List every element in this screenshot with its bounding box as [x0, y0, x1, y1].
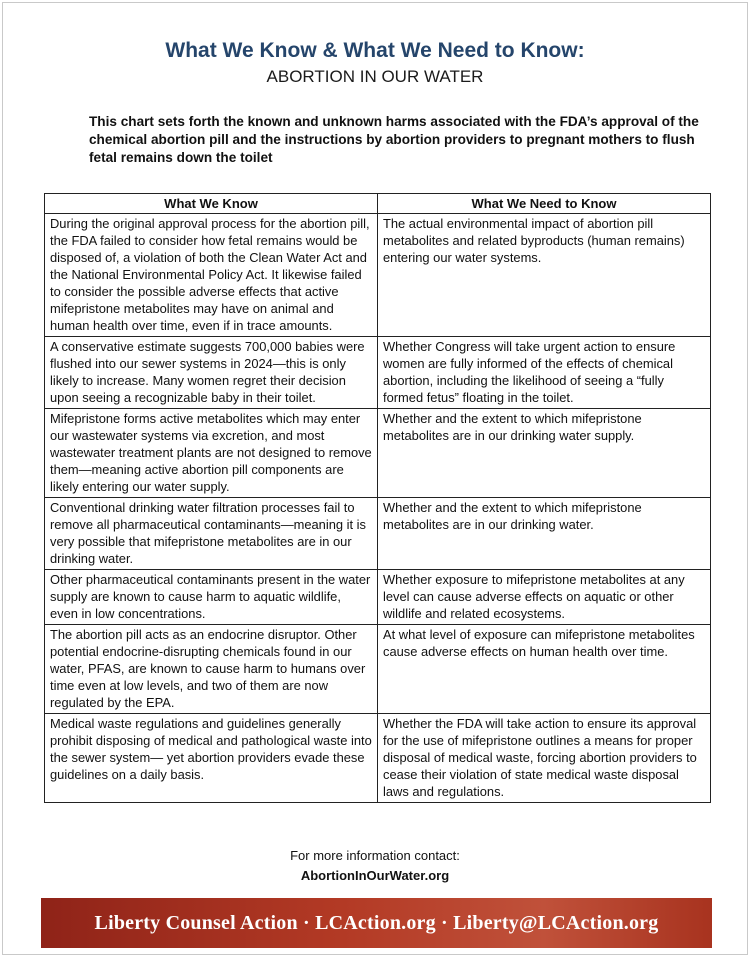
unknown-cell: Whether and the extent to which mifepristone metabolites are in our drinking water supply. — [378, 409, 711, 498]
unknown-cell: Whether Congress will take urgent action to ensure women are fully informed of the effects of chemical abortion, including the likelihood of seeing a “fully formed fetus” floating in the toilet. — [378, 337, 711, 409]
unknown-cell: The actual environmental impact of abortion pill metabolites and related byproducts (human remains) entering our water systems. — [378, 214, 711, 337]
known-cell: Conventional drinking water filtration processes fail to remove all pharmaceutical contaminants—meaning it is very possible that mifepristone metabolites are in our drinking water. — [45, 498, 378, 570]
known-cell: During the original approval process for the abortion pill, the FDA failed to consider how fetal remains would be disposed of, a violation of both the Clean Water Act and the National Environmental Policy Act. It likewise failed to consider the possible adverse effects that active mifepristone metabolites may have on animal and human health over time, even if in trace amounts. — [45, 214, 378, 337]
contact-website-link[interactable]: AbortionInOurWater.org — [300, 868, 450, 883]
table-row — [45, 714, 711, 803]
table-row — [45, 625, 711, 714]
table-row — [45, 214, 711, 337]
known-cell: Other pharmaceutical contaminants present in the water supply are known to cause harm to aquatic wildlife, even in low concentrations. — [45, 570, 378, 625]
document-page — [2, 2, 748, 955]
table-row — [45, 409, 711, 498]
contact-label: For more information contact: — [290, 848, 460, 863]
known-cell: A conservative estimate suggests 700,000 babies were flushed into our sewer systems in 2024—this is only likely to increase. Many women regret their decision upon seeing a recognizable baby in their toilet. — [45, 337, 378, 409]
unknown-cell: At what level of exposure can mifepristone metabolites cause adverse effects on human health over time. — [378, 625, 711, 714]
contact-block — [3, 846, 747, 886]
table-row — [45, 570, 711, 625]
known-cell: Mifepristone forms active metabolites which may enter our wastewater systems via excretion, and most wastewater treatment plants are not designed to remove them—meaning active abortion pill components are likely entering our water supply. — [45, 409, 378, 498]
table-row — [45, 498, 711, 570]
intro-paragraph: This chart sets forth the known and unknown harms associated with the FDA’s approval of the chemical abortion pill and the instructions by abortion providers to pregnant mothers to flush fetal remains down the toilet — [89, 114, 699, 165]
know-vs-need-table — [44, 193, 711, 803]
footer-banner — [41, 898, 712, 948]
column-header-what-we-know: What We Know — [45, 194, 378, 214]
known-cell: The abortion pill acts as an endocrine disruptor. Other potential endocrine-disrupting chemicals found in our water, PFAS, are known to cause harm to humans over time even at low levels, and two of them are now regulated by the EPA. — [45, 625, 378, 714]
table-header-row — [45, 194, 711, 214]
unknown-cell: Whether and the extent to which mifepristone metabolites are in our drinking water. — [378, 498, 711, 570]
known-cell: Medical waste regulations and guidelines generally prohibit disposing of medical and pathological waste into the sewer system— yet abortion providers evade these guidelines on a daily basis. — [45, 714, 378, 803]
page-subtitle: ABORTION IN OUR WATER — [266, 67, 484, 86]
footer-text: Liberty Counsel Action · LCAction.org · Liberty@LCAction.org — [94, 911, 659, 934]
column-header-what-we-need-to-know: What We Need to Know — [378, 194, 711, 214]
unknown-cell: Whether the FDA will take action to ensure its approval for the use of mifepristone outlines a means for proper disposal of medical waste, forcing abortion providers to cease their violation of state medical waste disposal laws and regulations. — [378, 714, 711, 803]
table-row — [45, 337, 711, 409]
page-title: What We Know & What We Need to Know: — [165, 39, 585, 62]
unknown-cell: Whether exposure to mifepristone metabolites at any level can cause adverse effects on aquatic or other wildlife and related ecosystems. — [378, 570, 711, 625]
